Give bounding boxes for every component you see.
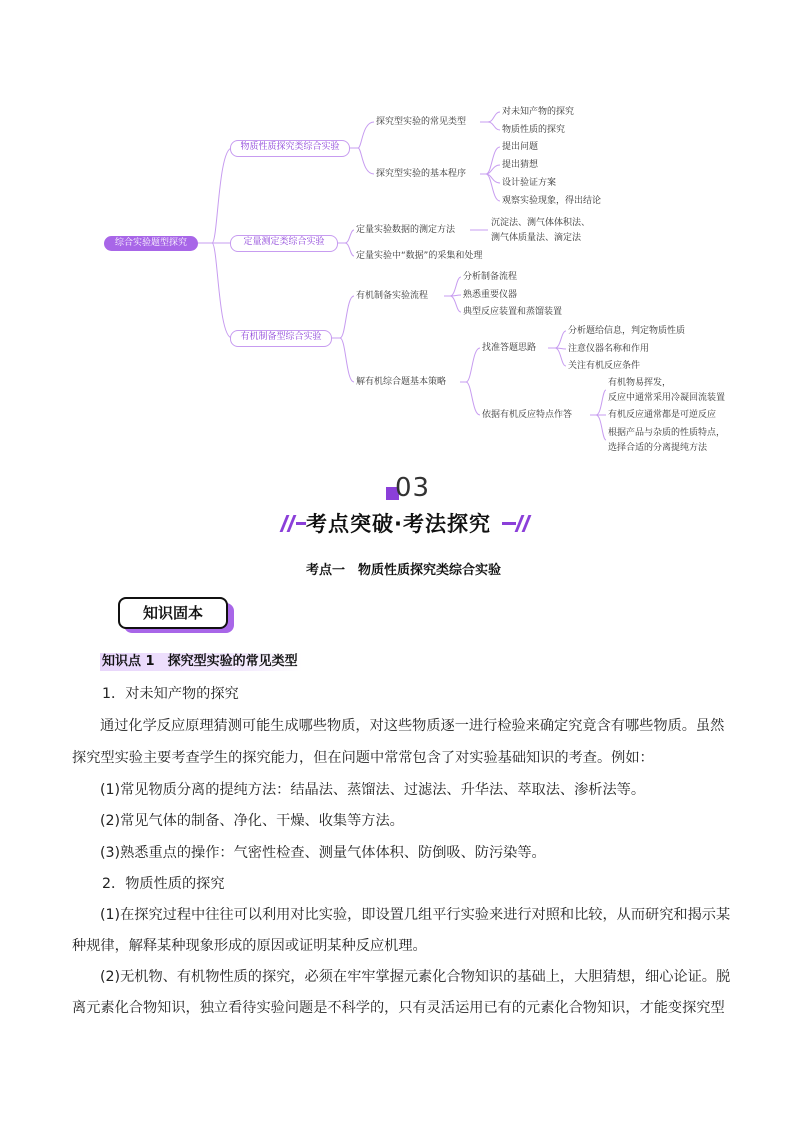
mindmap-category-3: 有机制备型综合实验 — [230, 330, 332, 347]
body-line: 探究型实验主要考查学生的探究能力，但在问题中常常包含了对实验基础知识的考查。例如： — [72, 750, 654, 766]
knowledge-badge: 知识固本 — [118, 597, 228, 629]
mindmap-leaf: 分析题给信息，判定物质性质 — [568, 326, 686, 336]
mindmap-leaf: 物质性质的探究 — [502, 125, 566, 135]
mindmap-leaf: 熟悉重要仪器 — [463, 290, 518, 300]
body-line: (3)熟悉重点的操作：气密性检查、测量气体体积、防倒吸、防污染等。 — [100, 845, 546, 861]
mindmap-leaf: 观察实验现象，得出结论 — [502, 196, 602, 206]
mindmap-node: 有机制备实验流程 — [356, 291, 429, 301]
mindmap-node: 定量实验数据的测定方法 — [356, 225, 456, 235]
body-line: 2．物质性质的探究 — [102, 876, 225, 892]
mindmap-leaf: 提出问题 — [502, 142, 539, 152]
mindmap-leaf: 反应中通常采用冷凝回流装置 — [608, 393, 726, 403]
mindmap-leaf: 分析制备流程 — [463, 272, 518, 282]
mindmap-node: 探究型实验的常见类型 — [376, 117, 467, 127]
body-line: (2)常见气体的制备、净化、干燥、收集等方法。 — [100, 813, 404, 829]
body-line: 种规律，解释某种现象形成的原因或证明某种反应机理。 — [72, 938, 427, 954]
mindmap-node: 解有机综合题基本策略 — [356, 377, 447, 387]
body-line: (2)无机物、有机物性质的探究，必须在牢牢掌握元素化合物知识的基础上，大胆猜想，细心论证。脱 — [100, 969, 731, 985]
mindmap-root: 综合实验题型探究 — [104, 236, 198, 251]
body-line: (1)在探究过程中往往可以利用对比实验，即设置几组平行实验来进行对照和比较，从而研究和揭示某 — [100, 907, 731, 923]
mindmap-leaf: 沉淀法、测气体体积法、 — [491, 218, 591, 228]
mindmap-leaf: 根据产品与杂质的性质特点， — [608, 428, 726, 438]
mindmap-node: 依据有机反应特点作答 — [482, 410, 573, 420]
mindmap-node: 定量实验中“数据”的采集和处理 — [356, 251, 483, 261]
body-line: 通过化学反应原理猜测可能生成哪些物质，对这些物质逐一进行检验来确定究竟含有哪些物质。虽然 — [100, 718, 725, 734]
banner-underline-right — [502, 522, 516, 525]
knowledge-point-heading: 知识点 1 探究型实验的常见类型 — [100, 653, 302, 671]
mindmap-leaf: 设计验证方案 — [502, 178, 557, 188]
mindmap-leaf: 选择合适的分离提纯方法 — [608, 443, 708, 453]
mindmap-node: 探究型实验的基本程序 — [376, 169, 467, 179]
mindmap-leaf: 对未知产物的探究 — [502, 107, 575, 117]
mindmap-leaf: 有机反应通常都是可逆反应 — [608, 410, 717, 420]
kaodian-heading: 考点一 物质性质探究类综合实验 — [306, 563, 502, 578]
mindmap-category-1: 物质性质探究类综合实验 — [230, 140, 350, 157]
body-line: 1．对未知产物的探究 — [102, 686, 239, 702]
body-line: (1)常见物质分离的提纯方法：结晶法、蒸馏法、过滤法、升华法、萃取法、渗析法等。 — [100, 782, 646, 798]
body-line: 离元素化合物知识，独立看待实验问题是不科学的，只有灵活运用已有的元素化合物知识，才能变探究型 — [72, 1000, 725, 1016]
mindmap-category-2: 定量测定类综合实验 — [230, 235, 338, 252]
mindmap-node: 找准答题思路 — [482, 343, 537, 353]
mindmap-leaf: 测气体质量法、滴定法 — [491, 233, 582, 243]
section-number: 03 — [395, 473, 431, 503]
mindmap-leaf: 关注有机反应条件 — [568, 361, 641, 371]
mindmap-leaf: 典型反应装置和蒸馏装置 — [463, 307, 563, 317]
mindmap-leaf: 有机物易挥发， — [608, 378, 672, 388]
section-title: 考点突破·考法探究 — [306, 512, 491, 536]
mindmap-leaf: 注意仪器名称和作用 — [568, 344, 650, 354]
banner-underline-left — [296, 522, 306, 525]
mindmap-leaf: 提出猜想 — [502, 160, 539, 170]
